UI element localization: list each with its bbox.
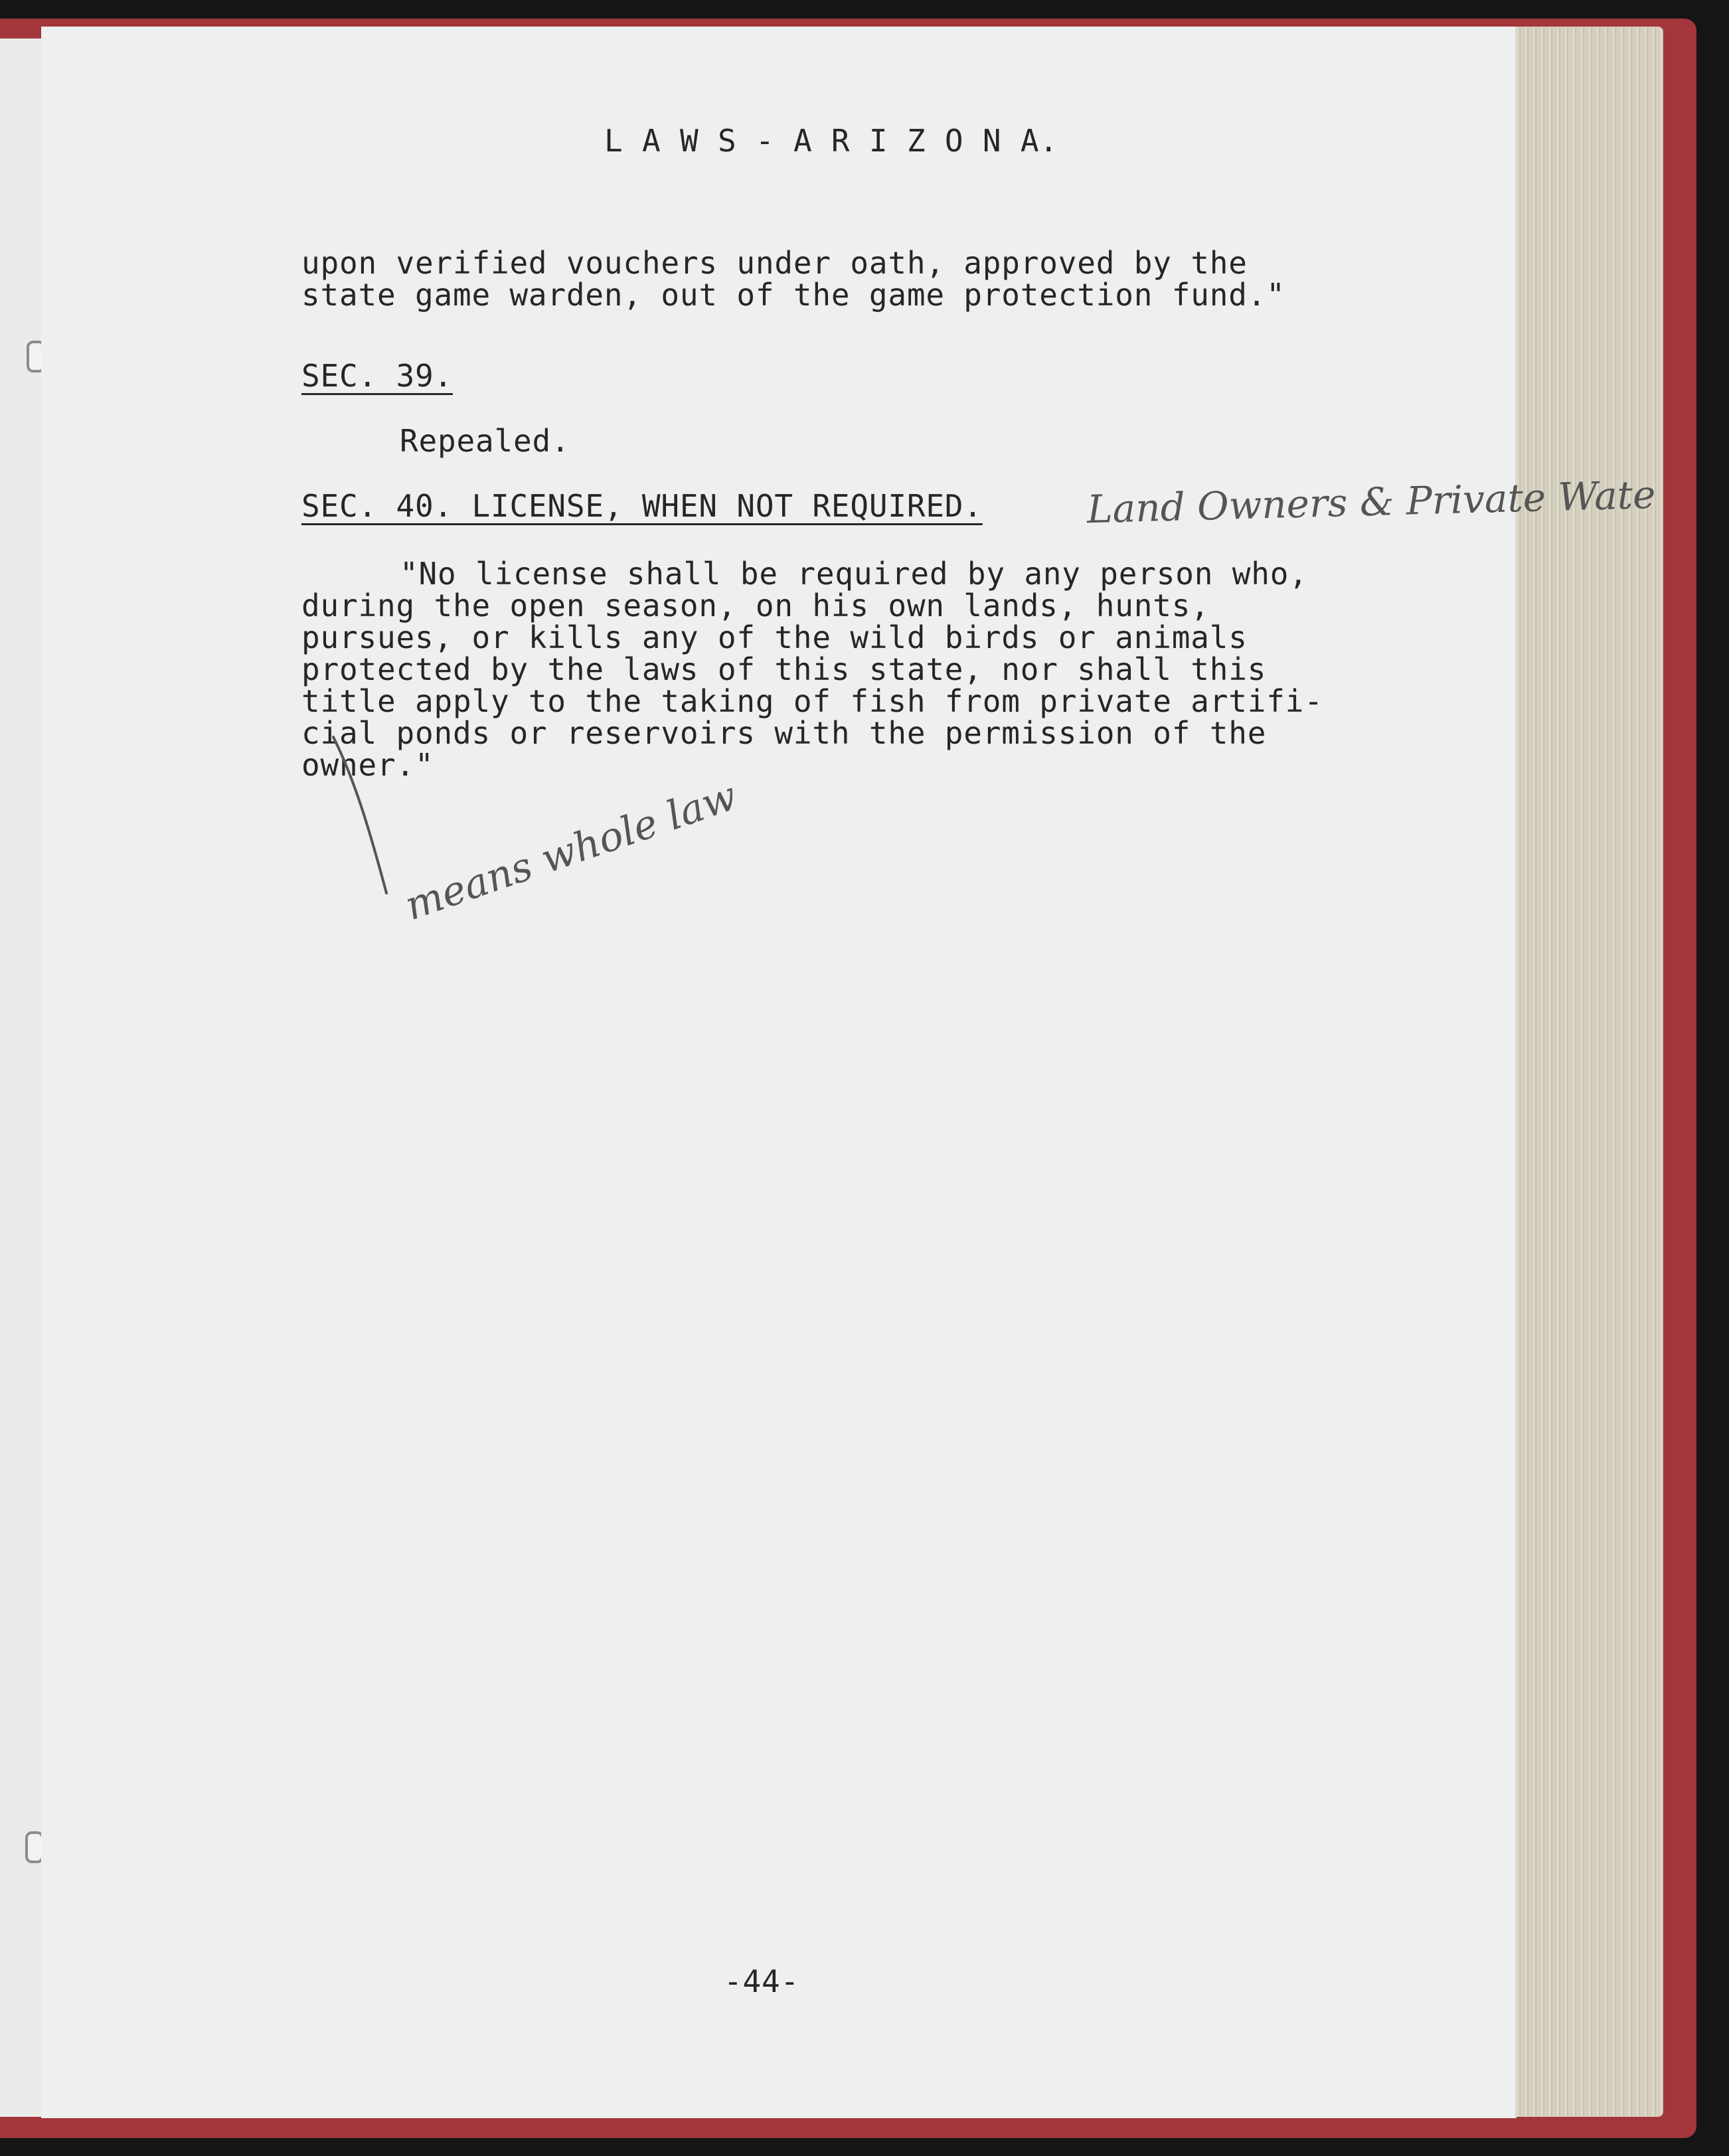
continuation-line-1: upon verified vouchers under oath, approved by the bbox=[301, 245, 1248, 281]
page-block-edges bbox=[1514, 27, 1663, 2117]
sec40-line-5: title apply to the taking of fish from private artifi- bbox=[301, 683, 1323, 719]
sec40-line-3: pursues, or kills any of the wild birds or animals bbox=[301, 620, 1248, 655]
page-header: L A W S - A R I Z O N A. bbox=[604, 123, 1058, 159]
left-facing-page bbox=[0, 39, 43, 2117]
sec40-line-7: owner." bbox=[301, 747, 434, 783]
sec40-heading: SEC. 40. LICENSE, WHEN NOT REQUIRED. bbox=[301, 488, 983, 524]
sec39-text: Repealed. bbox=[400, 423, 570, 459]
sec40-line-4: protected by the laws of this state, nor shall this bbox=[301, 651, 1267, 687]
sec40-line-2: during the open season, on his own lands, hunts, bbox=[301, 588, 1210, 623]
sec40-line-1: "No license shall be required by any person who, bbox=[400, 556, 1308, 592]
handwritten-margin-note: Land Owners & Private Wate bbox=[1086, 471, 1657, 533]
sec39-heading: SEC. 39. bbox=[301, 358, 453, 394]
handwritten-lower-note: means whole law bbox=[399, 772, 743, 930]
pencil-mark-line bbox=[41, 27, 1515, 2118]
document-page bbox=[41, 27, 1657, 2118]
continuation-line-2: state game warden, out of the game protection fund." bbox=[301, 277, 1285, 313]
sec40-line-6: cial ponds or reservoirs with the permission of the bbox=[301, 715, 1267, 751]
page-number: -44- bbox=[724, 1963, 799, 1999]
